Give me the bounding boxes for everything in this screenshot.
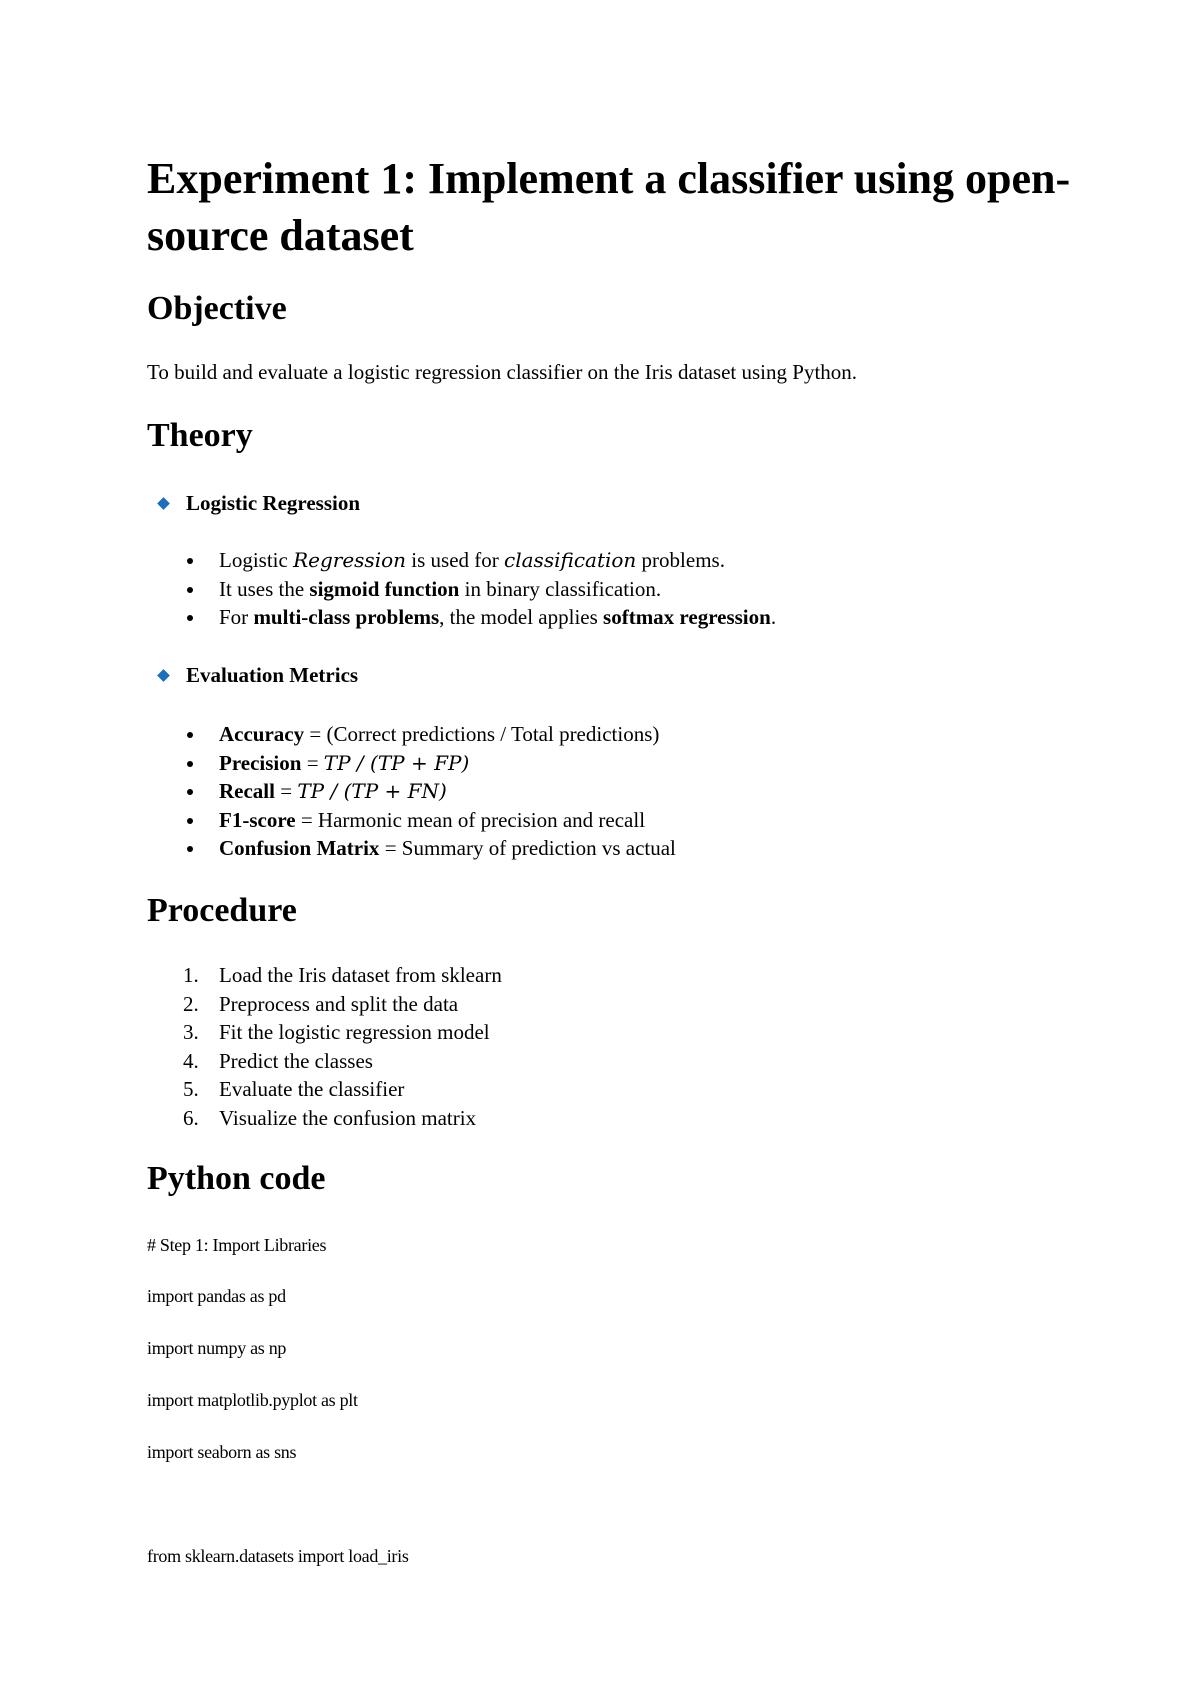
code-line: import matplotlib.pyplot as plt	[147, 1390, 358, 1410]
metrics-bullet-list	[147, 720, 676, 863]
list-item: 6. Visualize the confusion matrix	[183, 1105, 477, 1130]
list-item: 2. Preprocess and split the data	[183, 991, 459, 1016]
code-line: import seaborn as sns	[147, 1442, 297, 1462]
logistic-regression-label: Logistic Regression	[186, 491, 361, 515]
logistic-bullet-list	[147, 546, 776, 632]
bullet-dot-icon	[187, 818, 193, 824]
list-item: 3. Fit the logistic regression model	[183, 1020, 490, 1044]
list-item: 5. Evaluate the classifier	[183, 1077, 405, 1101]
list-item: Confusion Matrix = Summary of prediction vs actual	[147, 834, 676, 863]
bullet-dot-icon	[187, 761, 193, 767]
python-code-heading: Python code	[147, 1160, 326, 1197]
list-item: 1. Load the Iris dataset from sklearn	[183, 963, 502, 987]
list-item: For multi-class problems, the model applies softmax regression.	[147, 603, 776, 632]
list-item: 4. Predict the classes	[183, 1048, 373, 1073]
bullet-dot-icon	[187, 846, 193, 852]
list-item: Logistic Regression is used for classification problems.	[147, 546, 776, 575]
theory-heading: Theory	[147, 417, 253, 454]
list-item: F1-score = Harmonic mean of precision and recall	[147, 806, 676, 835]
bullet-dot-icon	[187, 615, 193, 621]
code-line: from sklearn.datasets import load_iris	[147, 1546, 409, 1566]
code-line: # Step 1: Import Libraries	[147, 1235, 327, 1255]
list-item: It uses the sigmoid function in binary classification.	[147, 575, 776, 604]
bullet-dot-icon	[187, 587, 193, 593]
diamond-bullet-icon	[157, 497, 170, 510]
list-item: Accuracy = (Correct predictions / Total predictions)	[147, 720, 676, 749]
objective-text: To build and evaluate a logistic regression classifier on the Iris dataset using Python.	[147, 360, 858, 384]
objective-heading: Objective	[147, 290, 287, 327]
code-line: import pandas as pd	[147, 1286, 286, 1306]
code-line: import numpy as np	[147, 1338, 287, 1358]
bullet-dot-icon	[187, 558, 193, 564]
procedure-step-list	[147, 961, 502, 1132]
bullet-dot-icon	[187, 789, 193, 795]
evaluation-metrics-label: Evaluation Metrics	[186, 663, 359, 687]
list-item: Precision = TP / (TP + FP)	[147, 749, 676, 778]
document-title: Experiment 1: Implement a classifier using open-source dataset	[147, 154, 1071, 260]
evaluation-metrics-subheading	[155, 661, 358, 689]
list-item: Recall = TP / (TP + FN)	[147, 777, 676, 806]
procedure-heading: Procedure	[147, 892, 297, 929]
logistic-regression-subheading	[155, 489, 360, 517]
bullet-dot-icon	[187, 732, 193, 738]
diamond-bullet-icon	[157, 669, 170, 682]
